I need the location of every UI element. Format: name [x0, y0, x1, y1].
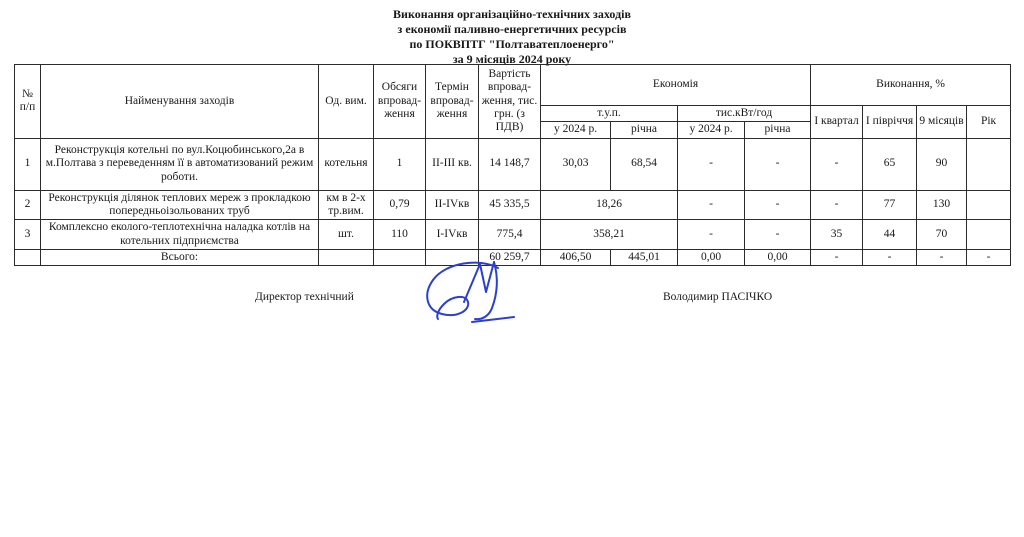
cell-year [967, 220, 1011, 250]
total-q1: - [811, 249, 863, 265]
cell-tup-merged: 358,21 [541, 220, 678, 250]
col-header-volume: Обсяги впровад- ження [374, 65, 426, 139]
col-header-tup: т.у.п. [541, 106, 678, 122]
table-row [15, 190, 1011, 220]
cell-unit: км в 2-х тр.вим. [319, 190, 374, 220]
col-header-term: Термін впровад- ження [426, 65, 479, 139]
header-row-1 [15, 65, 1011, 106]
cell-tup-annual: 68,54 [611, 138, 678, 190]
signer-name: Володимир ПАСІЧКО [663, 291, 773, 303]
cell-kwt-annual: - [745, 138, 811, 190]
total-tup-2024: 406,50 [541, 249, 611, 265]
cell-cost: 775,4 [479, 220, 541, 250]
cell-name: Реконструкція котельні по вул.Коцюбинського,2а в м.Полтава з переведенням її в автоматизований режим роботи. [41, 138, 319, 190]
col-header-economy: Економія [541, 65, 811, 106]
table-row [15, 138, 1011, 190]
col-header-cost: Вартість впровад- ження, тис. грн. (з ПДВ) [479, 65, 541, 139]
cell-kwt-2024: - [678, 190, 745, 220]
total-h1: - [863, 249, 917, 265]
cell-volume: 0,79 [374, 190, 426, 220]
cell-unit: котельня [319, 138, 374, 190]
title-line-2: з економії паливно-енергетичних ресурсів [397, 22, 627, 36]
col-header-kwt-2024: у 2024 р. [678, 122, 745, 138]
cell-kwt-annual: - [745, 220, 811, 250]
cell-kwt-2024: - [678, 138, 745, 190]
cell-term: II-III кв. [426, 138, 479, 190]
cell-name: Комплексно еколого-теплотехнічна наладка котлів на котельних підприємства [41, 220, 319, 250]
cell-h1: 65 [863, 138, 917, 190]
total-tup-annual: 445,01 [611, 249, 678, 265]
col-header-unit: Од. вим. [319, 65, 374, 139]
cell-num-empty [15, 249, 41, 265]
cell-tup-2024: 30,03 [541, 138, 611, 190]
cell-volume: 110 [374, 220, 426, 250]
cell-q1: - [811, 138, 863, 190]
total-label: Всього: [41, 249, 319, 265]
cell-unit: шт. [319, 220, 374, 250]
cell-num: 2 [15, 190, 41, 220]
cell-m9: 70 [917, 220, 967, 250]
cell-h1: 44 [863, 220, 917, 250]
total-cost: 60 259,7 [479, 249, 541, 265]
cell-q1: - [811, 190, 863, 220]
title-line-3: по ПОКВПТГ "Полтаватеплоенерго" [409, 37, 615, 51]
total-kwt-annual: 0,00 [745, 249, 811, 265]
cell-unit-empty [319, 249, 374, 265]
cell-term: II-IVкв [426, 190, 479, 220]
cell-name: Реконструкція ділянок теплових мереж з прокладкою попередньоізольованих труб [41, 190, 319, 220]
col-header-q1: І квартал [811, 106, 863, 139]
col-header-kwt: тис.кВт/год [678, 106, 811, 122]
signer-position-title: Директор технічний [255, 291, 354, 303]
col-header-name: Найменування заходів [41, 65, 319, 139]
cell-m9: 90 [917, 138, 967, 190]
col-header-execution: Виконання, % [811, 65, 1011, 106]
total-m9: - [917, 249, 967, 265]
cell-q1: 35 [811, 220, 863, 250]
total-year: - [967, 249, 1011, 265]
cell-cost: 45 335,5 [479, 190, 541, 220]
cell-year [967, 138, 1011, 190]
cell-num: 3 [15, 220, 41, 250]
col-header-tup-annual: річна [611, 122, 678, 138]
col-header-h1: І півріччя [863, 106, 917, 139]
cell-volume: 1 [374, 138, 426, 190]
document-title [0, 7, 1024, 67]
cell-num: 1 [15, 138, 41, 190]
cell-term: I-IVкв [426, 220, 479, 250]
total-kwt-2024: 0,00 [678, 249, 745, 265]
cell-kwt-2024: - [678, 220, 745, 250]
cell-year [967, 190, 1011, 220]
cell-volume-empty [374, 249, 426, 265]
col-header-tup-2024: у 2024 р. [541, 122, 611, 138]
cell-h1: 77 [863, 190, 917, 220]
col-header-m9: 9 місяців [917, 106, 967, 139]
cell-kwt-annual: - [745, 190, 811, 220]
title-line-1: Виконання організаційно-технічних заходів [393, 7, 631, 21]
cell-tup-merged: 18,26 [541, 190, 678, 220]
handwritten-signature-icon [420, 256, 530, 334]
col-header-year: Рік [967, 106, 1011, 139]
cell-m9: 130 [917, 190, 967, 220]
table-row [15, 220, 1011, 250]
cell-cost: 14 148,7 [479, 138, 541, 190]
col-header-kwt-annual: річна [745, 122, 811, 138]
title-line-4: за 9 місяців 2024 року [452, 52, 572, 66]
measures-table [14, 64, 1011, 266]
col-header-num: № п/п [15, 65, 41, 139]
